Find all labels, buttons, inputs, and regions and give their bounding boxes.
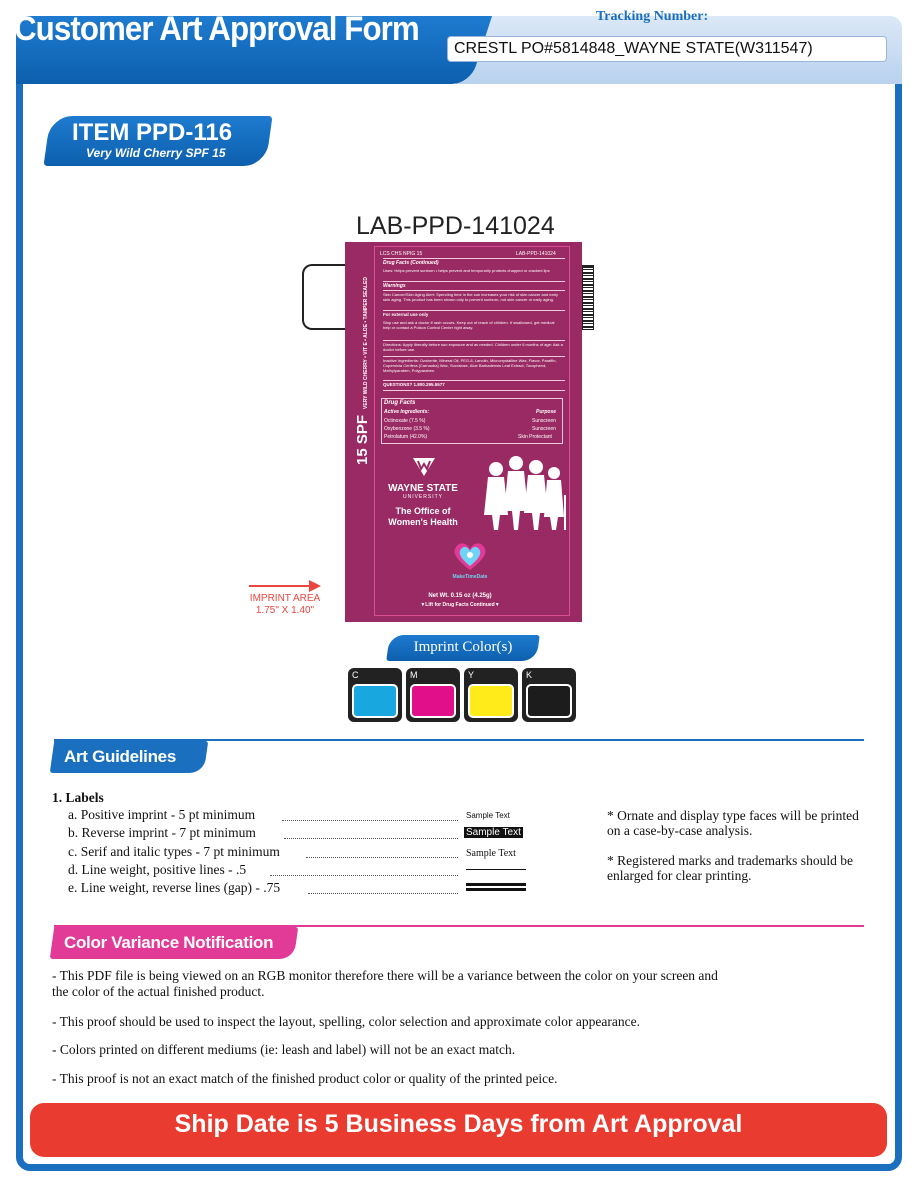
ingredient-purpose: Skin Protectant <box>518 434 552 440</box>
item-subtitle: Very Wild Cherry SPF 15 <box>86 146 226 160</box>
ship-date-text: Ship Date is 5 Business Days from Art Approval <box>174 1110 743 1138</box>
drug-facts-continued: Drug Facts (Continued) <box>383 260 439 266</box>
variance-line: - This PDF file is being viewed on an RGB monitor therefore there will be a variance between the color on your screen and the color of the actual finished product. <box>52 968 718 999</box>
swatch-fill <box>410 684 456 718</box>
spf-label: 15 SPF <box>354 414 371 465</box>
swatch-letter: K <box>526 670 533 680</box>
swatch-magenta <box>406 668 460 722</box>
imprint-area-size: 1.75" X 1.40" <box>255 605 315 616</box>
ornate-note: * Ornate and display type faces will be printed on a case-by-case analysis. <box>607 808 859 838</box>
swatch-fill <box>468 684 514 718</box>
active-ingredients-heading: Active Ingredients: <box>384 409 430 415</box>
barcode <box>582 265 594 330</box>
variance-line: - This proof should be used to inspect the layout, spelling, color selection and approximate color appearance. <box>52 1014 640 1029</box>
reverse-line-sample-bottom <box>466 888 526 891</box>
dot-leader <box>282 819 458 821</box>
external-use: For external use only <box>383 312 429 317</box>
ingredient-name: Oxybenzone (3.5 %) <box>384 426 430 432</box>
rule <box>383 390 565 391</box>
drug-facts-heading: Drug Facts <box>384 400 416 406</box>
art-guidelines-title: Art Guidelines <box>64 747 176 766</box>
rule <box>383 310 565 311</box>
rule <box>383 290 565 291</box>
dot-leader <box>270 874 458 876</box>
guideline-item: a. Positive imprint - 5 pt minimum <box>68 807 256 822</box>
imprint-area-title: IMPRINT AREA <box>249 593 321 604</box>
inactive-ingredients: Inactive Ingredients: Ozokerite, Mineral Oil, PEG-8, Lanolin, Microcrystalline Wax, Flavor, Paraffin, Copernicia Cerifera (Carnauba) Wax, Sucralose, Aloe Barbadensis Leaf Extract, Tocopherol, Methylparaben, Polyparaben. <box>383 358 557 373</box>
positive-sample: Sample Text <box>466 811 510 820</box>
wayne-state-university: UNIVERSITY <box>402 494 443 500</box>
positive-line-sample <box>466 869 526 870</box>
women-silhouettes-icon <box>478 455 568 530</box>
tracking-number-label: Tracking Number: <box>596 9 709 24</box>
rule <box>383 281 565 282</box>
swatch-letter: Y <box>468 670 475 680</box>
swatch-letter: M <box>410 670 418 680</box>
label-code-left: LCS CHS NPIG 15 <box>380 251 423 257</box>
heart-brand-text: MakeTimeDate <box>452 574 488 580</box>
purpose-heading: Purpose <box>536 409 557 415</box>
warnings-heading: Warnings <box>383 283 406 289</box>
swatch-fill <box>352 684 398 718</box>
office-name <box>378 506 468 528</box>
dot-leader <box>308 892 458 894</box>
skin-cancer-alert: Skin Cancer/Skin Aging Alert: Spending time in the sun increases your risk of skin cancer and early skin aging. This product has been shown only to prevent sunburn, not skin cancer or early aging. <box>383 292 558 302</box>
rule <box>383 340 565 341</box>
dot-leader <box>284 837 458 839</box>
swatch-cyan <box>348 668 402 722</box>
office-line-1: The Office of <box>395 506 451 516</box>
rule <box>383 258 565 259</box>
guideline-item: b. Reverse imprint - 7 pt minimum <box>68 825 256 840</box>
tracking-number-field[interactable]: CRESTL PO#5814848_WAYNE STATE(W311547) <box>447 36 887 62</box>
ingredient-purpose: Sunscreen <box>532 418 556 424</box>
ingredient-name: Petrolatum (42.0%) <box>384 434 428 440</box>
reverse-line-sample-top <box>466 883 526 886</box>
guideline-item: d. Line weight, positive lines - .5 <box>68 862 247 877</box>
form-title: Customer Art Approval Form <box>14 10 419 48</box>
imprint-color-label: Imprint Color(s) <box>413 639 513 655</box>
labels-heading: 1. Labels <box>52 790 104 805</box>
ingredient-purpose: Sunscreen <box>532 426 556 432</box>
guideline-item: e. Line weight, reverse lines (gap) - .75 <box>68 880 281 895</box>
registered-marks-note: * Registered marks and trademarks should be enlarged for clear printing. <box>607 853 853 883</box>
imprint-area-arrow-icon <box>249 580 321 592</box>
label-code-right: LAB-PPD-141024 <box>516 251 556 257</box>
do-not-use: Stop use and ask a doctor if rash occurs. Keep out of reach of children. If swallowed, get medical help or contact a Poison Control Center right away. <box>383 320 555 330</box>
swatch-fill <box>526 684 572 718</box>
office-line-2: Women's Health <box>388 517 458 527</box>
imprint-area-label <box>240 593 330 617</box>
directions: Directions: Apply liberally before sun exposure and as needed. Children under 6 months of age: Ask a doctor before use. <box>383 342 563 352</box>
rule <box>383 380 565 381</box>
ingredient-name: Octinoxate (7.5 %) <box>384 418 426 424</box>
heart-logo-icon <box>452 541 488 571</box>
variance-line: - Colors printed on different mediums (ie: leash and label) will not be an exact match. <box>52 1042 516 1057</box>
guideline-item: c. Serif and italic types - 7 pt minimum <box>68 844 280 859</box>
uses-text: Uses: Helps prevent sunburn • helps prevent and temporarily protects chapped or cracked lips <box>383 268 550 273</box>
color-variance-title: Color Variance Notification <box>64 933 274 952</box>
wayne-state-shield-icon <box>411 457 437 477</box>
lab-code: LAB-PPD-141024 <box>356 212 555 240</box>
item-title: ITEM PPD-116 <box>72 119 233 146</box>
swatch-letter: C <box>352 670 359 680</box>
reverse-sample: Sample Text <box>466 827 521 838</box>
variance-line: - This proof is not an exact match of the finished product color or quality of the printed peice. <box>52 1071 558 1086</box>
swatch-black <box>522 668 576 722</box>
questions-line: QUESTIONS? 1.800.295.5577 <box>383 382 445 387</box>
dot-leader <box>306 856 458 858</box>
serif-sample: Sample Text <box>466 848 516 859</box>
lift-instruction: ▼Lift for Drug Facts Continued▼ <box>420 602 500 608</box>
side-spf-text <box>354 277 372 465</box>
side-description: VERY WILD CHERRY • VIT E • ALOE • TAMPER SEALED <box>363 277 369 409</box>
rule <box>383 356 565 357</box>
swatch-yellow <box>464 668 518 722</box>
net-weight: Net Wt. 0.15 oz (4.25g) <box>428 593 492 599</box>
wayne-state-name: WAYNE STATE <box>388 483 458 494</box>
